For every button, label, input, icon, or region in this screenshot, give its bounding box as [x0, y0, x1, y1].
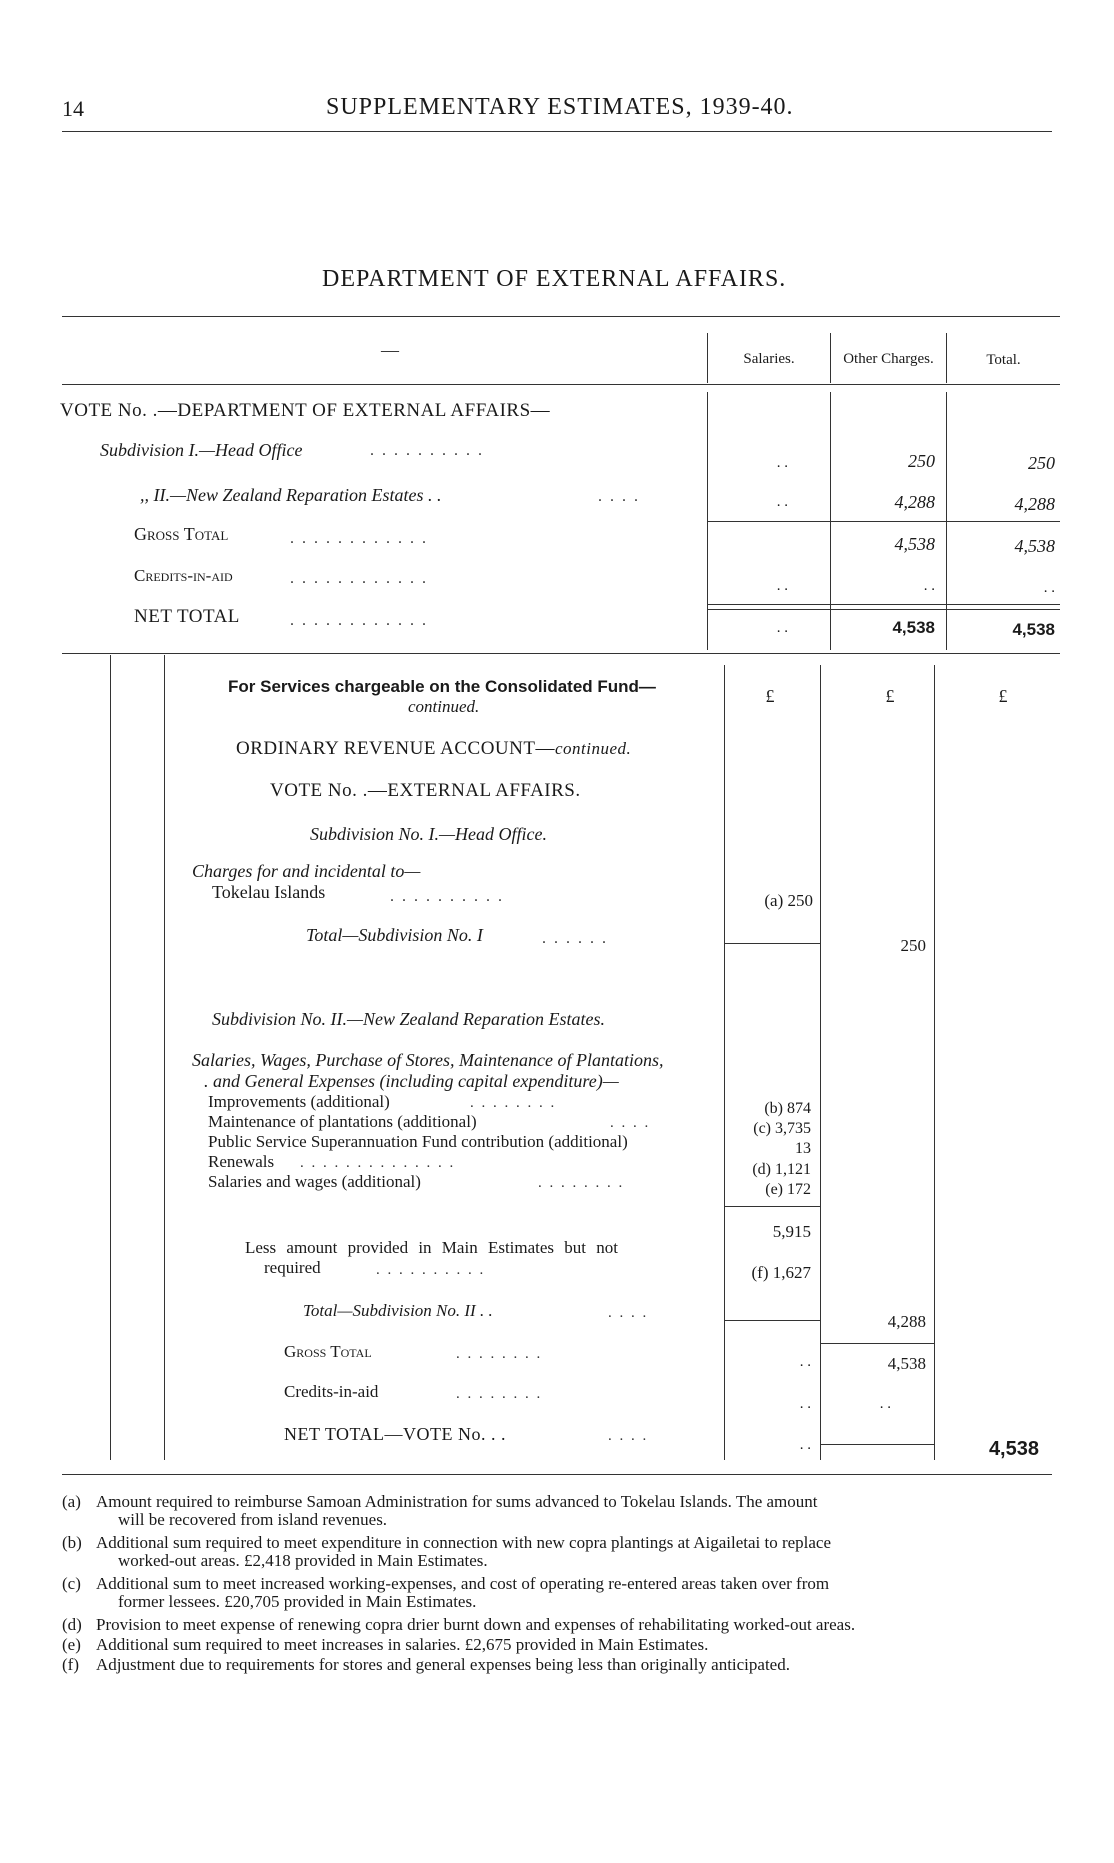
- currency-symbol: £: [765, 686, 775, 706]
- item-label: Salaries and wages (additional): [208, 1172, 421, 1191]
- gross-total-label: Gross Total: [284, 1342, 372, 1361]
- less-amount-label: required: [264, 1258, 321, 1277]
- footnote-text: Additional sum to meet increased working-expenses, and cost of operating re-entered areas taken over from: [96, 1574, 830, 1593]
- row-leaders: . . . . . . . .: [456, 1386, 543, 1402]
- footnote-mark: (f): [62, 1655, 79, 1674]
- net-total-rule: [821, 1444, 934, 1445]
- item-label: Improvements (additional): [208, 1092, 390, 1111]
- summary-row-total: 4,288: [1014, 494, 1055, 514]
- subtotal-rule: [725, 1320, 820, 1321]
- item-label: Maintenance of plantations (additional): [208, 1112, 477, 1131]
- subdivision-1-total-value: 250: [900, 936, 926, 955]
- footnote-mark: (c): [62, 1574, 81, 1593]
- less-amount-label: Less amount provided in Main Estimates but not: [245, 1238, 618, 1257]
- fund-heading: For Services chargeable on the Consolidated Fund—: [228, 677, 656, 696]
- summary-row-label: ,, II.—New Zealand Reparation Estates . .: [140, 485, 442, 505]
- summary-net-rule-double: [708, 609, 1060, 610]
- row-leaders: . . . . . . . .: [456, 1346, 543, 1362]
- subdivision-2-total-value: 4,288: [887, 1312, 926, 1331]
- page-number: 14: [62, 96, 84, 121]
- summary-row-leaders: . . . .: [598, 488, 640, 505]
- summary-row-salaries: . .: [776, 578, 788, 594]
- item-value: (c) 3,735: [753, 1120, 811, 1137]
- summary-top-rule: [62, 316, 1060, 317]
- net-total-vote-label: NET TOTAL—VOTE No. . .: [284, 1424, 507, 1444]
- footnote-text: Provision to meet expense of renewing copra drier burnt down and expenses of rehabilitating worked-out areas.: [96, 1615, 856, 1634]
- summary-row-total: . .: [1043, 580, 1055, 596]
- footnote-mark: (d): [62, 1615, 82, 1634]
- credits-in-aid-label: Credits-in-aid: [284, 1382, 379, 1401]
- footnote-mark: (e): [62, 1635, 81, 1654]
- footnote-text: Additional sum required to meet expenditure in connection with new copra plantings at Aigailetai to replace: [96, 1533, 832, 1552]
- gross-total-rule: [821, 1343, 934, 1344]
- summary-row-salaries: . .: [776, 620, 788, 636]
- tokelau-islands-value: (a) 250: [764, 891, 813, 910]
- subtotal-rule: [725, 943, 820, 944]
- net-total-salaries: . .: [799, 1437, 811, 1453]
- item-value: 13: [795, 1140, 811, 1157]
- summary-row-leaders: . . . . . . . . . . . .: [290, 570, 428, 587]
- summary-header-total: Total.: [986, 352, 1021, 368]
- fund-heading-continued: continued.: [408, 697, 480, 716]
- summary-row-salaries: . .: [776, 494, 788, 510]
- footnote-text: Additional sum required to meet increases in salaries. £2,675 provided in Main Estimates.: [96, 1635, 709, 1654]
- detail-col-divider: [820, 665, 821, 1460]
- currency-symbol: £: [885, 686, 895, 706]
- summary-row-label: NET TOTAL: [134, 606, 240, 627]
- summary-row-total: 4,538: [1012, 620, 1055, 639]
- summary-header-other-charges: Other Charges.: [843, 351, 934, 367]
- row-leaders: . . . . . . . . . .: [390, 888, 504, 905]
- summary-header-rule: [62, 384, 1060, 385]
- page-header-title: SUPPLEMENTARY ESTIMATES, 1939-40.: [326, 94, 794, 120]
- account-continued: continued.: [554, 739, 632, 758]
- row-leaders: . . . .: [608, 1428, 649, 1444]
- subdivision-2-description: Salaries, Wages, Purchase of Stores, Maintenance of Plantations,: [192, 1050, 664, 1070]
- summary-row-other: 4,288: [894, 492, 935, 512]
- row-leaders: . . . .: [608, 1305, 649, 1321]
- gross-total-salaries: . .: [799, 1354, 811, 1370]
- item-label: Renewals: [208, 1152, 275, 1171]
- subdivision-1-charges-label: Charges for and incidental to—: [192, 861, 421, 881]
- summary-row-salaries: . .: [776, 455, 788, 471]
- subdivision-2-subtotal: 5,915: [772, 1222, 811, 1241]
- row-leaders: . . . .: [610, 1115, 651, 1131]
- summary-net-rule: [708, 604, 1060, 605]
- summary-row-leaders: . . . . . . . . . .: [370, 442, 484, 459]
- subdivision-2-heading: Subdivision No. II.—New Zealand Reparation Estates.: [212, 1009, 605, 1029]
- header-rule: [62, 131, 1052, 132]
- footnote-text: will be recovered from island revenues.: [118, 1510, 388, 1529]
- item-value: (e) 172: [765, 1181, 811, 1198]
- summary-row-other: . .: [923, 578, 935, 594]
- subdivision-2-total-label: Total—Subdivision No. II . .: [303, 1301, 493, 1320]
- subdivision-2-description: . and General Expenses (including capital expenditure)—: [204, 1071, 619, 1091]
- summary-row-other: 250: [908, 451, 935, 471]
- summary-row-leaders: . . . . . . . . . . . .: [290, 530, 428, 547]
- summary-row-total: 250: [1028, 453, 1055, 473]
- summary-row-label: Gross Total: [134, 524, 229, 544]
- subdivision-1-heading: Subdivision No. I.—Head Office.: [310, 824, 547, 844]
- footnote-text: Amount required to reimburse Samoan Administration for sums advanced to Tokelau Islands. The amount: [96, 1492, 818, 1511]
- footnote-mark: (a): [62, 1492, 81, 1511]
- net-total-vote-value: 4,538: [988, 1438, 1039, 1460]
- subdivision-1-total-label: Total—Subdivision No. I: [306, 925, 483, 945]
- summary-header-salaries: Salaries.: [743, 351, 795, 367]
- summary-bottom-rule: [62, 653, 1060, 654]
- account-name: ORDINARY REVENUE ACCOUNT—: [236, 738, 555, 759]
- footnote-text: worked-out areas. £2,418 provided in Main Estimates.: [118, 1551, 488, 1570]
- item-label: Public Service Superannuation Fund contribution (additional): [208, 1132, 628, 1151]
- detail-left-margin-line: [110, 655, 111, 1460]
- summary-row-label: Credits-in-aid: [134, 566, 233, 585]
- summary-header-blank: —: [381, 340, 399, 360]
- summary-row-total: 4,538: [1014, 536, 1055, 556]
- footnote-text: Adjustment due to requirements for stores and general expenses being less than originally anticipated.: [96, 1655, 790, 1674]
- tokelau-islands-label: Tokelau Islands: [212, 882, 326, 902]
- subtotal-rule: [725, 1206, 820, 1207]
- less-amount-value: (f) 1,627: [751, 1263, 811, 1282]
- currency-symbol: £: [998, 686, 1008, 706]
- row-leaders: . . . . . . . .: [470, 1095, 557, 1111]
- summary-row-other: 4,538: [894, 534, 935, 554]
- row-leaders: . . . . . . . . . . . . . .: [300, 1155, 456, 1171]
- detail-col-divider: [724, 665, 725, 1460]
- summary-row-other: 4,538: [892, 618, 935, 637]
- summary-row-label: Subdivision I.—Head Office: [100, 440, 303, 460]
- gross-total-other: 4,538: [887, 1354, 926, 1373]
- row-leaders: . . . . . . . . . .: [376, 1262, 486, 1278]
- summary-vote-heading: VOTE No. .—DEPARTMENT OF EXTERNAL AFFAIRS—: [60, 400, 551, 421]
- detail-bottom-rule: [62, 1474, 1052, 1475]
- row-leaders: . . . . . .: [542, 930, 608, 947]
- detail-col-divider: [934, 665, 935, 1460]
- summary-row-leaders: . . . . . . . . . . . .: [290, 612, 428, 629]
- credits-in-aid-other: . .: [879, 1396, 891, 1412]
- footnote-text: former lessees. £20,705 provided in Main Estimates.: [118, 1592, 477, 1611]
- detail-left-margin-line: [164, 655, 165, 1460]
- department-title: DEPARTMENT OF EXTERNAL AFFAIRS.: [322, 266, 787, 292]
- row-leaders: . . . . . . . .: [538, 1175, 625, 1191]
- item-value: (b) 874: [764, 1100, 811, 1117]
- vote-heading: VOTE No. .—EXTERNAL AFFAIRS.: [270, 780, 581, 801]
- summary-subtotal-rule: [708, 521, 1060, 522]
- item-value: (d) 1,121: [752, 1161, 811, 1178]
- account-heading: [236, 738, 631, 760]
- credits-in-aid-salaries: . .: [799, 1396, 811, 1412]
- footnote-mark: (b): [62, 1533, 82, 1552]
